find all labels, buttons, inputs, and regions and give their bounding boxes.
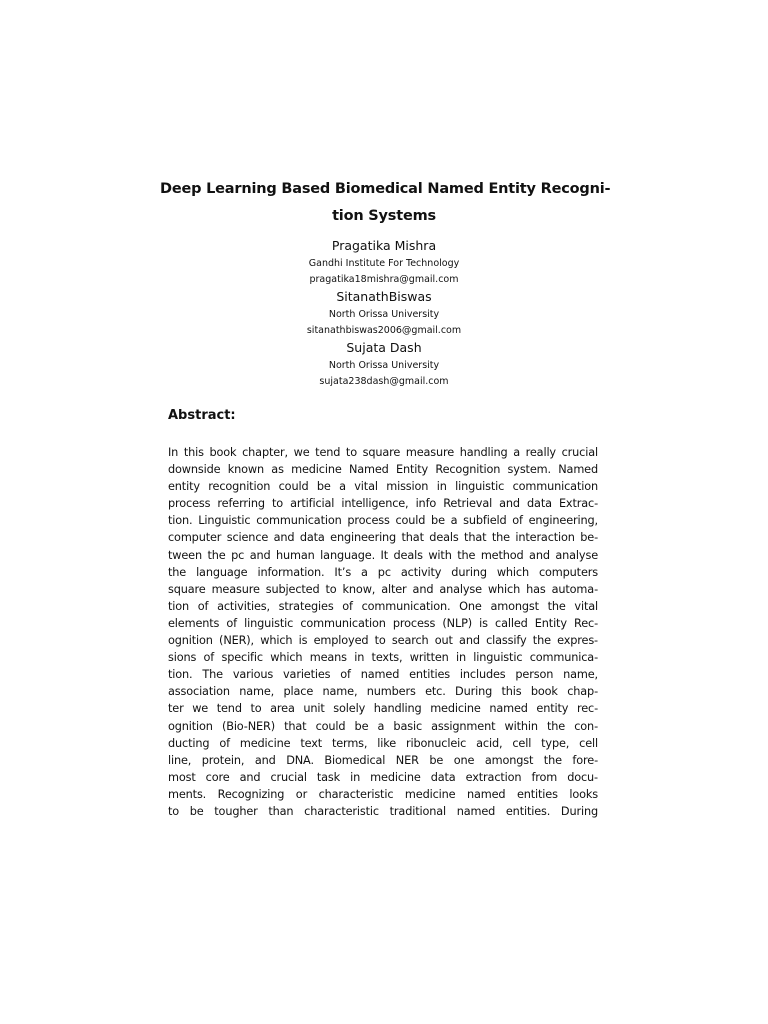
abstract-line: ducting of medicine text terms, like ribonucleic acid, cell type, cell: [168, 736, 598, 750]
abstract-line: square measure subjected to know, alter and analyse which has automa-: [168, 582, 598, 596]
abstract-line: tion. Linguistic communication process could be a subfield of engineering,: [168, 514, 598, 528]
title-line: tion Systems: [332, 208, 436, 224]
abstract-body: [168, 444, 598, 820]
abstract-line: association name, place name, numbers etc. During this book chap-: [168, 685, 598, 699]
abstract-line: process referring to artificial intelligence, info Retrieval and data Extrac-: [168, 497, 598, 511]
abstract-line: line, protein, and DNA. Biomedical NER be one amongst the fore-: [168, 753, 598, 767]
paper-title: [160, 176, 611, 230]
abstract-heading: Abstract:: [168, 408, 236, 423]
author-name: Pragatika Mishra: [331, 238, 437, 253]
abstract-line: ognition (NER), which is employed to search out and classify the expres-: [168, 634, 598, 648]
author-affiliation: North Orissa University: [328, 309, 440, 320]
abstract-line: elements of linguistic communication process (NLP) is called Entity Rec-: [168, 616, 598, 630]
abstract-line: tween the pc and human language. It deals with the method and analyse: [168, 548, 598, 562]
abstract-line: entity recognition could be a vital mission in linguistic communication: [168, 480, 598, 494]
author-email: pragatika18mishra@gmail.com: [309, 273, 459, 285]
abstract-line: In this book chapter, we tend to square measure handling a really crucial: [168, 446, 598, 459]
abstract-line: ognition (Bio-NER) that could be a basic assignment within the con-: [168, 719, 598, 733]
abstract-line: computer science and data engineering that deals that the interaction be-: [168, 531, 598, 545]
author-entry: [160, 338, 608, 389]
author-entry: [160, 236, 608, 287]
author-name: Sujata Dash: [346, 340, 422, 355]
abstract-line: to be tougher than characteristic traditional named entities. During: [168, 804, 598, 818]
author-block: [160, 236, 608, 389]
abstract-line: most core and crucial task in medicine data extraction from docu-: [168, 770, 598, 784]
author-affiliation: Gandhi Institute For Technology: [308, 258, 460, 269]
abstract-line: sions of specific which means in texts, written in linguistic communica-: [168, 651, 598, 665]
abstract-line: ments. Recognizing or characteristic medicine named entities looks: [168, 787, 598, 801]
author-email: sitanathbiswas2006@gmail.com: [306, 324, 462, 336]
author-entry: [160, 287, 608, 338]
abstract-line: tion of activities, strategies of communication. One amongst the vital: [168, 599, 598, 613]
abstract-line: downside known as medicine Named Entity Recognition system. Named: [168, 463, 598, 477]
abstract-line: tion. The various varieties of named entities includes person name,: [168, 668, 598, 682]
abstract-line: the language information. It’s a pc activity during which computers: [168, 565, 598, 579]
title-line: Deep Learning Based Biomedical Named Entity Recogni-: [160, 181, 611, 197]
author-name: SitanathBiswas: [336, 289, 432, 304]
author-email: sujata238dash@gmail.com: [319, 375, 449, 387]
abstract-line: ter we tend to area unit solely handling medicine named entity rec-: [168, 702, 598, 716]
author-affiliation: North Orissa University: [328, 360, 440, 371]
